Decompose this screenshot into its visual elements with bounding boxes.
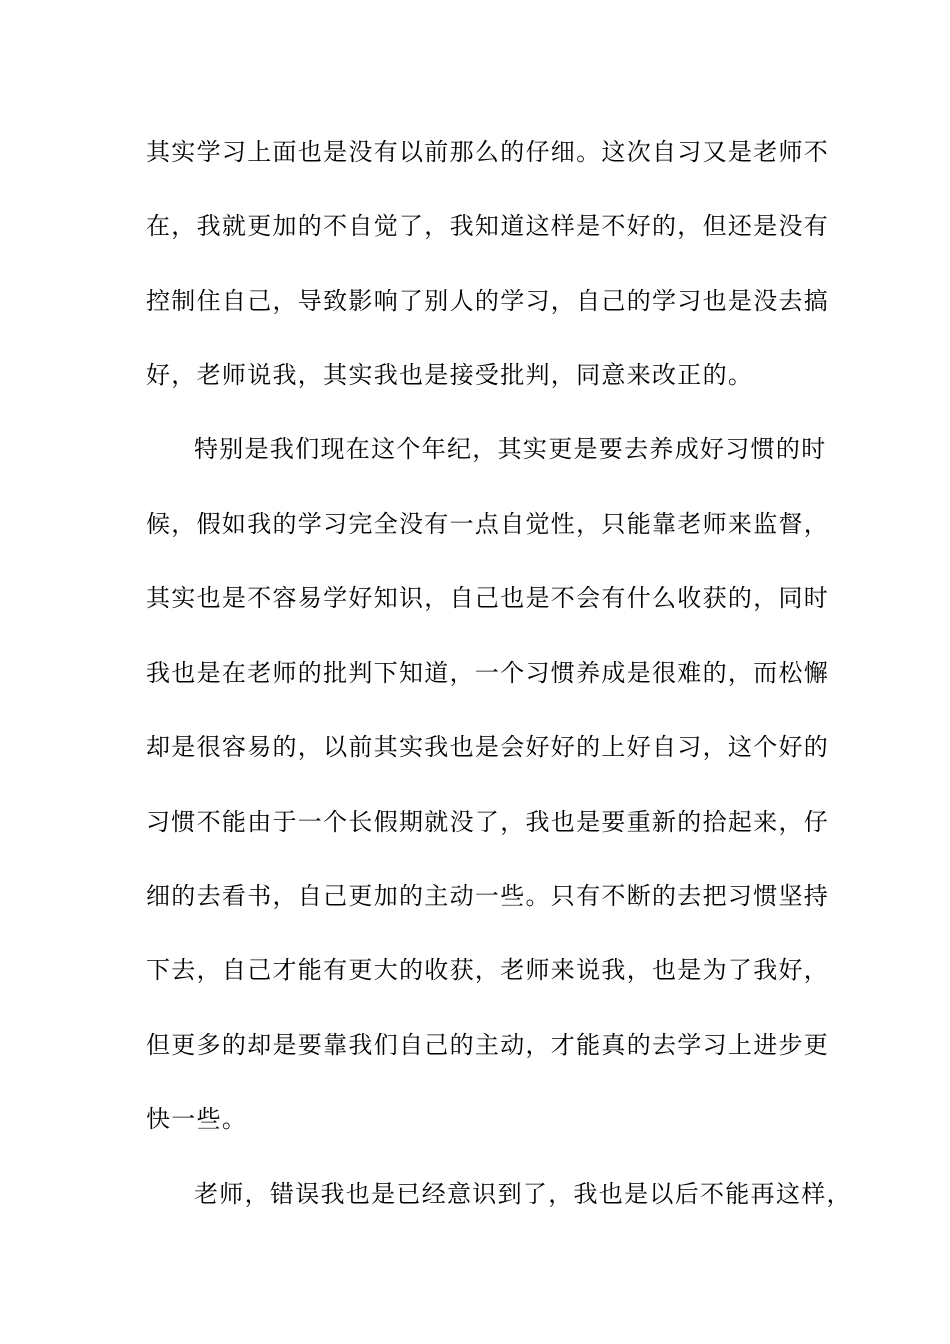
text-line: 但更多的却是要靠我们自己的主动，才能真的去学习上进步更	[146, 1031, 830, 1059]
text-line: 细的去看书，自己更加的主动一些。只有不断的去把习惯坚持	[146, 882, 830, 910]
text-line: 候，假如我的学习完全没有一点自觉性，只能靠老师来监督，	[146, 510, 830, 538]
text-line: 我也是在老师的批判下知道，一个习惯养成是很难的，而松懈	[146, 659, 830, 687]
text-line: 快一些。	[146, 1105, 248, 1133]
text-line: 特别是我们现在这个年纪，其实更是要去养成好习惯的时	[194, 435, 827, 463]
text-line: 好，老师说我，其实我也是接受批判，同意来改正的。	[146, 361, 754, 389]
text-line: 其实学习上面也是没有以前那么的仔细。这次自习又是老师不	[146, 138, 830, 166]
text-line: 下去，自己才能有更大的收获，老师来说我，也是为了我好，	[146, 956, 830, 984]
text-line: 在，我就更加的不自觉了，我知道这样是不好的，但还是没有	[146, 212, 830, 240]
text-line: 习惯不能由于一个长假期就没了，我也是要重新的拾起来，仔	[146, 808, 830, 836]
text-line: 其实也是不容易学好知识，自己也是不会有什么收获的，同时	[146, 584, 830, 612]
text-line: 老师，错误我也是已经意识到了，我也是以后不能再这样，	[194, 1180, 852, 1208]
text-line: 控制住自己，导致影响了别人的学习，自己的学习也是没去搞	[146, 287, 830, 315]
text-line: 却是很容易的，以前其实我也是会好好的上好自习，这个好的	[146, 733, 830, 761]
